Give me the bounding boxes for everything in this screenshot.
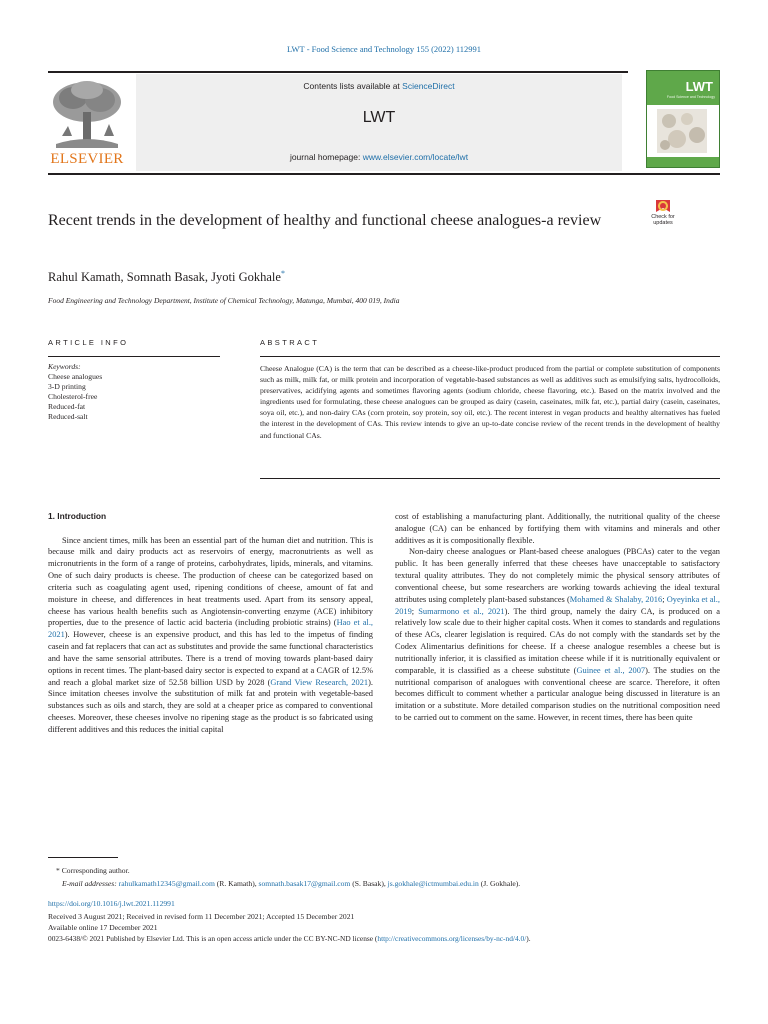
footnote-corresponding (56, 865, 130, 876)
citation-link[interactable]: Oyeyinka et al., 2019 (395, 594, 720, 616)
citation-separator: ; (411, 606, 419, 616)
abstract-rule (260, 356, 720, 357)
paragraph-text: Non-dairy cheese analogues or Plant-based cheese analogues (PBCAs) cater to the vegan public. It has been generally inferred that these cheeses have unacceptable to satisfactory textural quality attributes. They do not completely mimic the physical sensory attributes of conventional cheese, but some researchers are working towards achieving the ideal textural attributes using completely plant-based substances ( (395, 547, 720, 604)
homepage-line (136, 152, 622, 162)
crossmark-label-line2: updates (653, 220, 673, 226)
email-owner: (S. Basak), (350, 879, 388, 888)
citation-link[interactable]: Sumarmono et al., 2021 (418, 606, 505, 616)
affiliation: Food Engineering and Technology Department, Institute of Chemical Technology, Matunga, Mumbai, 400 019, India (48, 296, 400, 305)
contents-prefix: Contents lists available at (303, 81, 403, 91)
cover-title: LWT (685, 79, 713, 94)
keyword-item: 3-D printing (48, 382, 86, 391)
paragraph-text: ). However, cheese is an expensive product, and this has led to the impetus of finding casein and fat replacers that can act as substitutes and provide the same functional characteristics and have the same sensorial attributes. There is a trend of moving towards plant-based dairy options in recent times. The plant-based dairy sector is expected to expand at a CAGR of 12.5% and reach a global market size of 52.58 billion USD by 2028 ( (48, 630, 373, 687)
footnote-emails (62, 878, 520, 889)
license-text-end: ). (526, 934, 531, 943)
article-title: Recent trends in the development of healthy and functional cheese analogues-a review (48, 212, 602, 229)
elsevier-wordmark[interactable]: ELSEVIER (50, 151, 124, 167)
abstract-bottom-rule (260, 478, 720, 479)
paragraph-text: Since ancient times, milk has been an essential part of the human diet and nutrition. This is because milk and dairy products act as reservoirs of energy, macronutrients as well as micronutrients in the form of a range of proteins, carbohydrates, lipids, minerals, and vitamins. One of such dairy products is cheese. The production of cheese can be categorized based on criteria such as coagulating agent used, ripening conditions of cheese, amount of fat and moisture in cheese, and differences in heat treatments used. Apart from its sensory appeal, cheese has various health benefits such as Angiotensin-converting enzyme (ACE) inhibitory properties, due to the presence of lactic acid bacteria (including probiotic strains) ( (48, 535, 373, 628)
masthead-top-rule (48, 71, 628, 73)
article-info-heading: ARTICLE INFO (48, 338, 129, 347)
email-owner: (R. Kamath), (214, 879, 259, 888)
corresponding-author-mark[interactable]: * (280, 269, 285, 278)
cover-subtitle: Food Science and Technology (666, 95, 715, 99)
running-head[interactable]: LWT - Food Science and Technology 155 (2022) 112991 (286, 44, 482, 54)
license-link[interactable]: http://creativecommons.org/licenses/by-nc-nd/4.0/ (377, 934, 527, 943)
email-link[interactable]: somnath.basak17@gmail.com (258, 879, 351, 888)
citation-link[interactable]: Hao et al., 2021 (48, 618, 374, 640)
footnote-star: * (56, 866, 62, 875)
citation-separator: ; (662, 594, 667, 604)
crossmark-label-line1: Check for (651, 214, 675, 220)
author-names: Rahul Kamath, Somnath Basak, Jyoti Gokhale (48, 270, 281, 285)
sciencedirect-link[interactable]: ScienceDirect (402, 81, 455, 91)
citation-link[interactable]: Grand View Research, 2021 (270, 677, 369, 687)
doi-url[interactable]: https://doi.org/10.1016/j.lwt.2021.112991 (48, 899, 175, 908)
body-paragraph-continued: cost of establishing a manufacturing plant. Additionally, the nutritional quality of the cheese analogue (CA) can be enhanced by fortifying them with vitamins and minerals and other additives as it is compositionally flexible. (395, 512, 720, 545)
crossmark-label[interactable] (646, 214, 680, 226)
keywords-block (48, 362, 102, 422)
license-line (48, 933, 728, 944)
paragraph-text: ). The studies on the nutritional comparison of analogues with conventional cheese are scarce. Therefore, it often becomes difficult to comment whether a particular analogue being discussed in literature is an imitation or a substitute. More detailed comparison studies on the nutritional composition need to be carried out to comment on the same. However, in recent times, there has been quite (395, 665, 720, 723)
body-column-left (48, 511, 373, 736)
email-owner: (J. Gokhale). (478, 879, 521, 888)
abstract-heading: ABSTRACT (260, 338, 320, 347)
body-paragraph (395, 546, 720, 723)
citation-link[interactable]: Guinee et al., 2007 (576, 665, 646, 675)
footnote-corresponding-text: Corresponding author. (61, 866, 130, 875)
available-online-date: Available online 17 December 2021 (48, 923, 158, 932)
paragraph-text: ). The third group, namely the dairy CA, is produced on a relatively low scale due to their higher capital costs. When it comes to standards and regulations of these ACs, clearer legislation is required. CAs do not comply with the standards set by the Codex Alimentarius definitions for cheese. If a cheese analogue resembles a cheese but is nutritionally inferior, it is classified as imitation cheese while if it is nutritionally equivalent or comparable, it is classified as a cheese substitute ( (395, 606, 721, 675)
keywords-label: Keywords: (48, 362, 81, 371)
homepage-prefix: journal homepage: (289, 152, 363, 162)
citation-link[interactable]: Mohamed & Shalaby, 2016 (569, 594, 663, 604)
journal-name: LWT (362, 109, 396, 126)
body-column-right (395, 511, 720, 724)
received-dates: Received 3 August 2021; Received in revised form 11 December 2021; Accepted 15 December 2021 (48, 912, 355, 921)
email-link[interactable]: rahulkamath12345@gmail.com (118, 879, 215, 888)
paragraph-text: ). Since imitation cheeses involve the substitution of milk fat and protein with vegetable-based substances such as oils and starch, they are sold at a cheaper price as compared to conventional cheeses. Moreover, these cheeses involve no ripening stage as the product is so fabricated using different additives and this reduces the initial capital (48, 677, 373, 734)
masthead-bottom-rule (48, 173, 720, 175)
journal-cover-thumbnail[interactable] (646, 70, 720, 168)
author-list (48, 269, 285, 285)
keyword-item: Reduced-fat (48, 402, 86, 411)
license-text: 0023-6438/© 2021 Published by Elsevier Ltd. This is an open access article under the CC BY-NC-ND license ( (48, 934, 378, 943)
article-info-rule (48, 356, 220, 357)
keyword-item: Cholesterol-free (48, 392, 98, 401)
journal-homepage-link[interactable]: www.elsevier.com/locate/lwt (362, 152, 469, 162)
contents-line (136, 81, 622, 91)
email-label: E-mail addresses: (62, 879, 117, 888)
body-paragraph (48, 535, 373, 736)
keyword-item: Reduced-salt (48, 412, 88, 421)
abstract-text: Cheese Analogue (CA) is the term that can be described as a cheese-like-product produced from the partial or complete substitution of components such as milk, milk fat, or milk protein and incorporation of vegetable-based substances as well as additives such as emulsifying salts, hydrocolloids, preservatives, acidifying agents and sometimes flavoring agents (sodium chloride, cheese flavoring, etc.). Based on the matrix involved and the ingredients used for formulating, these cheese analogues can be grouped as dairy (casein, caseinates, milk fat, etc.), partial dairy (casein, caseinates, soya oil, etc.), and non-dairy CAs (corn protein, soy protein, soy oil, etc.). The recent interest in vegan products and healthy alternatives has fueled the interest in the development of CAs. This review intends to give an up-to-date concise review of the recent trends in the development of healthy and functional CAs. (260, 364, 720, 440)
email-link[interactable]: js.gokhale@ictmumbai.edu.in (387, 879, 479, 888)
keyword-item: Cheese analogues (48, 372, 103, 381)
cover-micrograph-image (657, 109, 707, 153)
doi-link[interactable] (48, 898, 175, 909)
footnote-rule (48, 857, 118, 858)
section-heading-introduction: 1. Introduction (48, 511, 107, 521)
